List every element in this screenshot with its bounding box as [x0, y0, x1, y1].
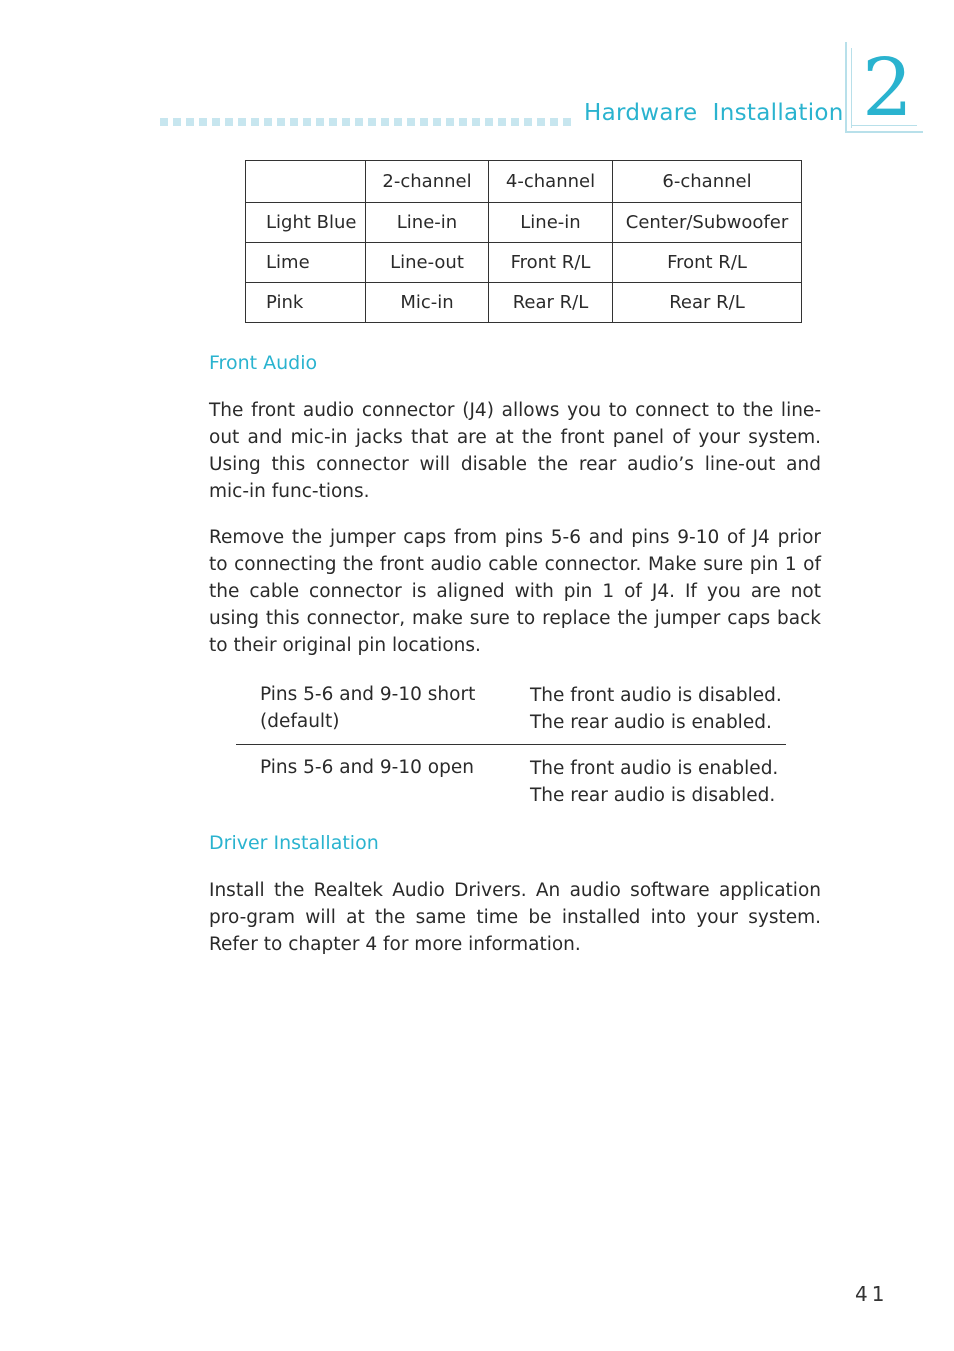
audio-channel-table: [245, 160, 802, 323]
table-header-cell: 6-channel: [613, 161, 802, 203]
table-cell: Line-in: [489, 203, 613, 243]
table-row: [246, 243, 802, 283]
chapter-number: 2: [862, 41, 913, 134]
jumper-setting-line: (default): [260, 711, 340, 732]
header-dotted-rule: [160, 118, 572, 126]
jumper-setting-line: Pins 5-6 and 9-10 open: [260, 757, 474, 778]
table-cell: Line-in: [366, 203, 489, 243]
jumper-setting: [260, 681, 475, 735]
section-title: Hardware Installation: [584, 100, 844, 126]
jumper-result-line: The front audio is disabled.: [530, 685, 782, 706]
jack-color-cell: Lime: [246, 243, 366, 283]
table-header-cell: 4-channel: [489, 161, 613, 203]
jumper-result-line: The rear audio is enabled.: [530, 712, 772, 733]
jumper-setting: [260, 754, 474, 781]
table-cell: Mic-in: [366, 283, 489, 323]
driver-installation-paragraph: Install the Realtek Audio Drivers. An audio software application pro-gram will at the same time be installed into your system. Refer to chapter 4 for more information.: [209, 880, 821, 955]
chapter-tab-line: [851, 48, 852, 128]
jack-color-cell: Pink: [246, 283, 366, 323]
table-cell: Line-out: [366, 243, 489, 283]
front-audio-paragraph: The front audio connector (J4) allows you to connect to the line-out and mic-in jacks that are at the front panel of your system. Using this connector will disable the rear audio’s line-out and mic-in func-tions.: [209, 400, 821, 502]
table-header-cell: 2-channel: [366, 161, 489, 203]
driver-installation-heading: Driver Installation: [209, 832, 379, 854]
table-cell: Front R/L: [613, 243, 802, 283]
front-audio-paragraph: Remove the jumper caps from pins 5-6 and pins 9-10 of J4 prior to connecting the front audio cable connector. Make sure pin 1 of the cable connector is aligned with pin 1 of J4. If you are not using this connector, make sure to replace the jumper caps back to their original pin locations.: [209, 527, 821, 656]
jumper-result-line: The rear audio is disabled.: [530, 785, 776, 806]
table-cell: Rear R/L: [613, 283, 802, 323]
jack-color-cell: Light Blue: [246, 203, 366, 243]
table-cell: Front R/L: [489, 243, 613, 283]
table-header-row: [246, 161, 802, 203]
table-cell: Center/Subwoofer: [613, 203, 802, 243]
jumper-result: [530, 755, 778, 809]
jumper-result-line: The front audio is enabled.: [530, 758, 779, 779]
chapter-tab-line: [845, 42, 847, 132]
table-header-cell: [246, 161, 366, 203]
table-row: [246, 203, 802, 243]
table-row: [246, 283, 802, 323]
jumper-result: [530, 682, 782, 736]
front-audio-heading: Front Audio: [209, 352, 318, 374]
table-cell: Rear R/L: [489, 283, 613, 323]
table-divider: [236, 744, 786, 745]
jumper-setting-line: Pins 5-6 and 9-10 short: [260, 684, 476, 705]
page-number: 41: [855, 1282, 889, 1306]
